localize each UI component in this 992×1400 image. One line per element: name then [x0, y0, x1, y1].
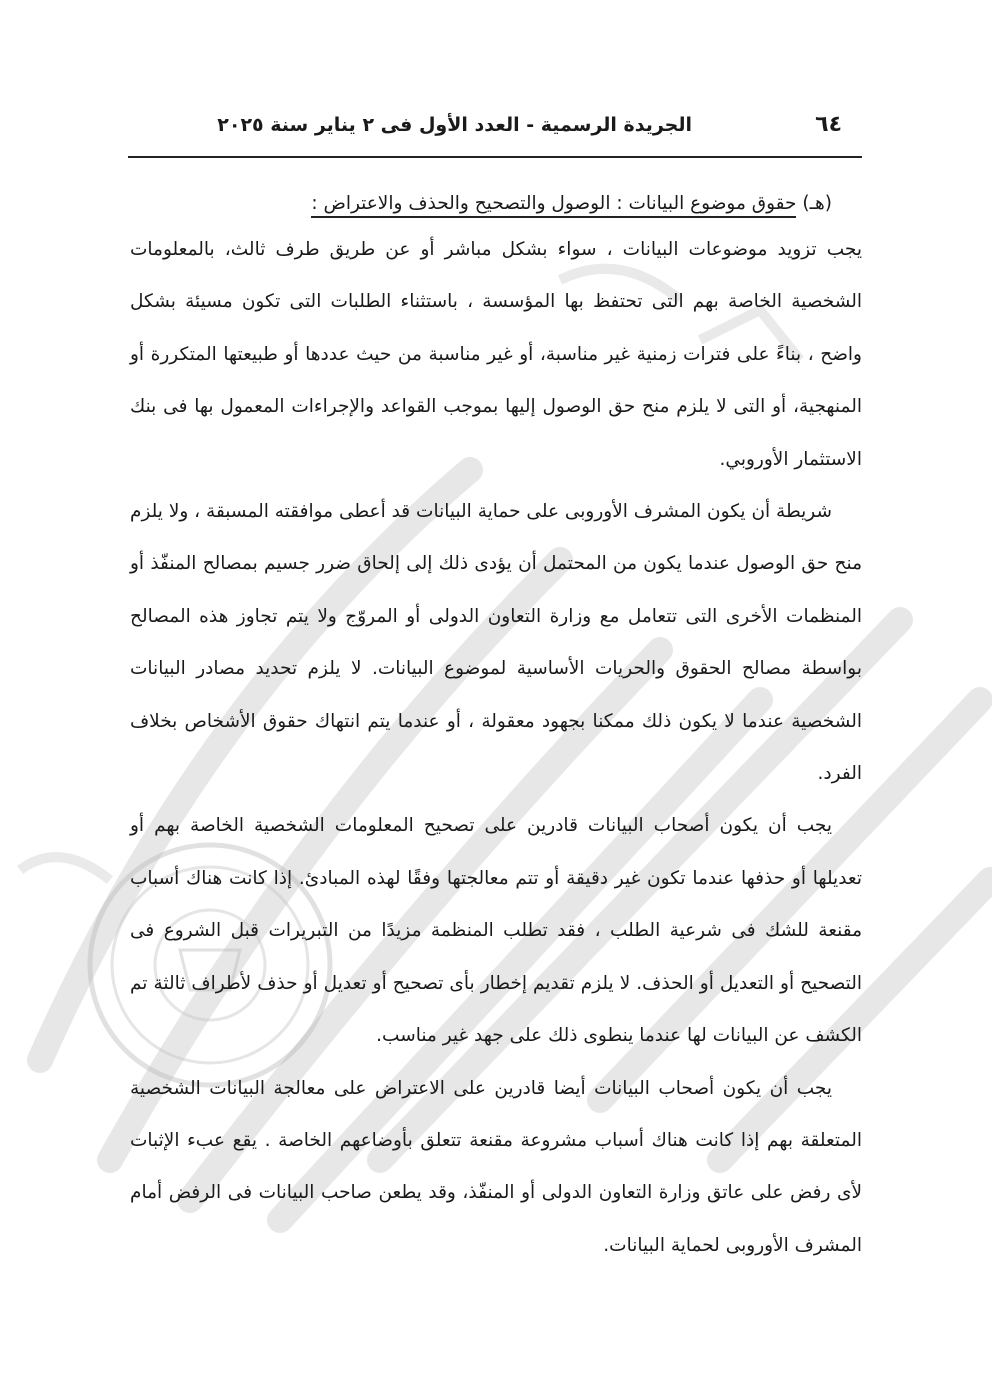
running-header [130, 110, 862, 150]
section-marker: (هـ) [802, 193, 832, 214]
page-number: ٦٤ [815, 112, 842, 137]
header-divider [128, 156, 862, 158]
section-heading [130, 184, 862, 224]
section-heading-text: حقوق موضوع البيانات : الوصول والتصحيح والحذف والاعتراض : [311, 193, 796, 218]
document-body [130, 184, 862, 1272]
paragraph-objection: يجب أن يكون أصحاب البيانات أيضا قادرين على الاعتراض على معالجة البيانات الشخصية المتعلقة بهم إذا كانت هناك أسباب مشروعة مقنعة تتعلق بأوضاعهم الخاصة . يقع عبء الإثبات لأى رفض على عاتق وزارة التعاون الدولى أو المنفّذ، وقد يطعن صاحب البيانات فى الرفض أمام المشرف الأوروبى لحماية البيانات. [130, 1077, 862, 1256]
paragraph-rectification: يجب أن يكون أصحاب البيانات قادرين على تصحيح المعلومات الشخصية الخاصة بهم أو تعديلها أو حذفها عندما تكون غير دقيقة أو تتم معالجتها وفقًا لهذه المبادئ. إذا كانت هناك أسباب مقنعة للشك فى شرعية الطلب ، فقد تطلب المنظمة مزيدًا من التبريرات قبل الشروع فى التصحيح أو التعديل أو الحذف. لا يلزم تقديم إخطار بأى تصحيح أو تعديل أو حذف لأطراف ثالثة تم الكشف عن البيانات لها عندما ينطوى ذلك على جهد غير مناسب. [130, 815, 862, 1047]
running-title: الجريدة الرسمية - العدد الأول فى ٢ يناير سنة ٢٠٢٥ [217, 114, 692, 136]
paragraph-access-conditions: شريطة أن يكون المشرف الأوروبى على حماية البيانات قد أعطى موافقته المسبقة ، ولا يلزم منح حق الوصول عندما يكون من المحتمل أن يؤدى ذلك إلى إلحاق ضرر جسيم بمصالح المنفّذ أو المنظمات الأخرى التى تتعامل مع وزارة التعاون الدولى أو المروّج ولا يتم تجاوز هذه المصالح بواسطة مصالح الحقوق والحريات الأساسية لموضوع البيانات. لا يلزم تحديد مصادر البيانات الشخصية عندما لا يكون ذلك ممكنا بجهود معقولة ، أو عندما يتم انتهاك حقوق الأشخاص بخلاف الفرد. [130, 501, 862, 785]
paragraph-access-rights: يجب تزويد موضوعات البيانات ، سواء بشكل مباشر أو عن طريق طرف ثالث، بالمعلومات الشخصية الخاصة بهم التى تحتفظ بها المؤسسة ، باستثناء الطلبات التى تكون مسيئة بشكل واضح ، بناءً على فترات زمنية غير مناسبة، أو غير مناسبة من حيث عددها أو طبيعتها المتكررة أو المنهجية، أو التى لا يلزم منح حق الوصول إليها بموجب القواعد والإجراءات المعمول بها فى بنك الاستثمار الأوروبي. [130, 239, 862, 470]
